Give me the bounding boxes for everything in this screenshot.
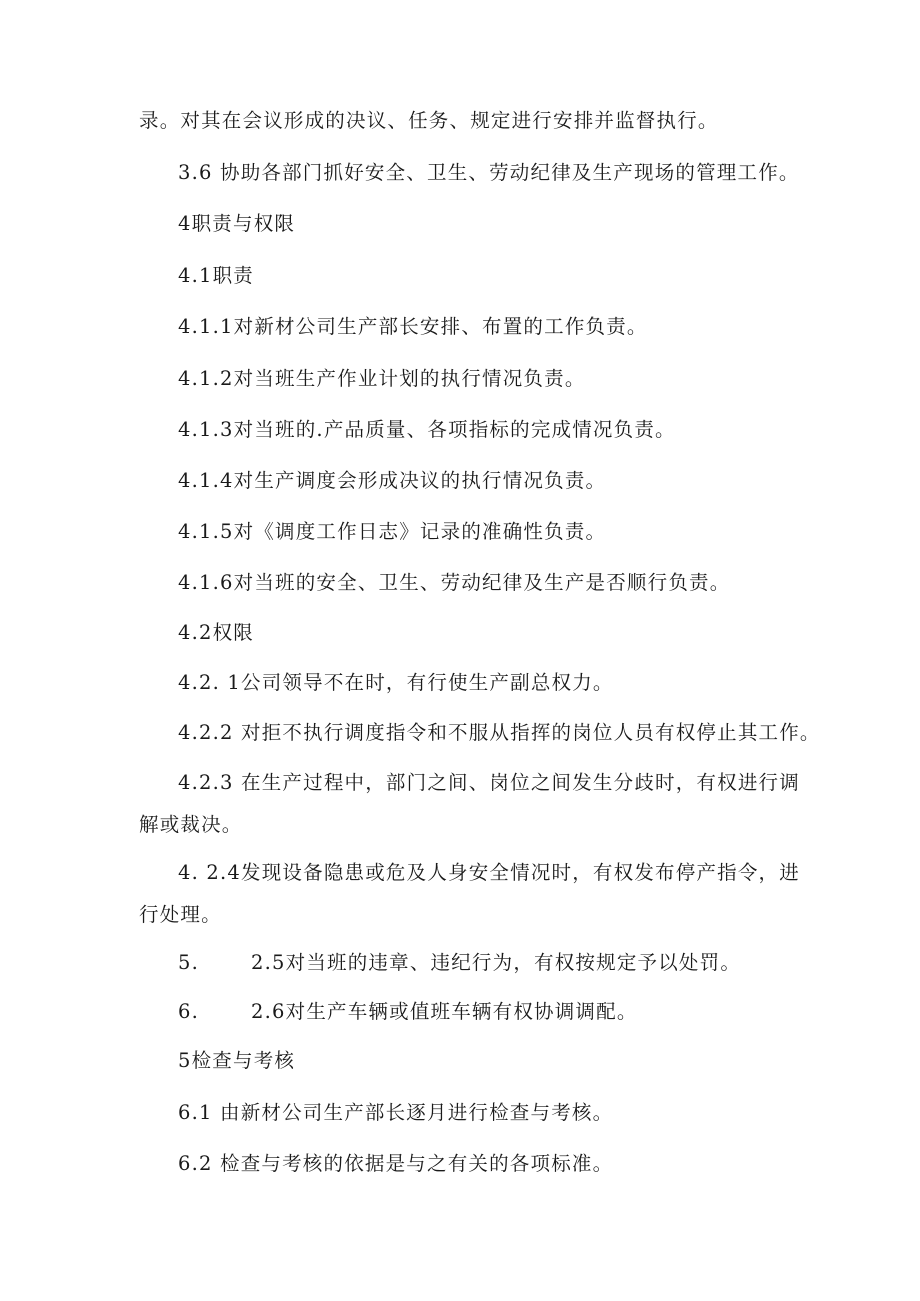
paragraph-line: 录。对其在会议形成的决议、任务、规定进行安排并监督执行。 [139, 109, 719, 132]
item-4-1-3: 4.1.3对当班的.产品质量、各项指标的完成情况负责。 [178, 418, 676, 441]
item-6-1: 6.1 由新材公司生产部长逐月进行检查与考核。 [178, 1101, 614, 1124]
item-text: 2.5对当班的违章、违纪行为，有权按规定予以处罚。 [251, 951, 742, 974]
item-6-2: 6.2 检查与考核的依据是与之有关的各项标准。 [178, 1152, 614, 1175]
item-4-1-5: 4.1.5对《调度工作日志》记录的准确性负责。 [178, 520, 607, 543]
item-4-2-2: 4.2.2 对拒不执行调度指令和不服从指挥的岗位人员有权停止其工作。 [178, 721, 821, 744]
item-4-2-4-continued: 行处理。 [139, 903, 222, 926]
item-2-6 [178, 999, 638, 1025]
item-4-1-1: 4.1.1对新材公司生产部长安排、布置的工作负责。 [178, 315, 648, 338]
heading-4: 4职责与权限 [178, 212, 296, 235]
item-4-1-4: 4.1.4对生产调度会形成决议的执行情况负责。 [178, 469, 607, 492]
item-4-2-3-continued: 解或裁决。 [139, 813, 243, 836]
heading-4-1: 4.1职责 [178, 264, 255, 287]
item-text: 2.6对生产车辆或值班车辆有权协调调配。 [251, 1000, 638, 1023]
list-marker: 5. [178, 951, 200, 974]
item-4-1-6: 4.1.6对当班的安全、卫生、劳动纪律及生产是否顺行负责。 [178, 571, 731, 594]
section-3-6: 3.6 协助各部门抓好安全、卫生、劳动纪律及生产现场的管理工作。 [178, 161, 800, 184]
item-4-1-2: 4.1.2对当班生产作业计划的执行情况负责。 [178, 367, 586, 390]
item-4-2-4: 4. 2.4发现设备隐患或危及人身安全情况时，有权发布停产指令，进 [178, 861, 800, 884]
item-2-5 [178, 950, 741, 976]
item-4-2-1: 4.2. 1公司领导不在时，有行使生产副总权力。 [178, 671, 614, 694]
heading-4-2: 4.2权限 [178, 621, 255, 644]
item-4-2-3: 4.2.3 在生产过程中，部门之间、岗位之间发生分歧时，有权进行调 [178, 771, 800, 794]
list-marker: 6. [178, 1000, 200, 1023]
heading-5: 5检查与考核 [178, 1049, 296, 1072]
